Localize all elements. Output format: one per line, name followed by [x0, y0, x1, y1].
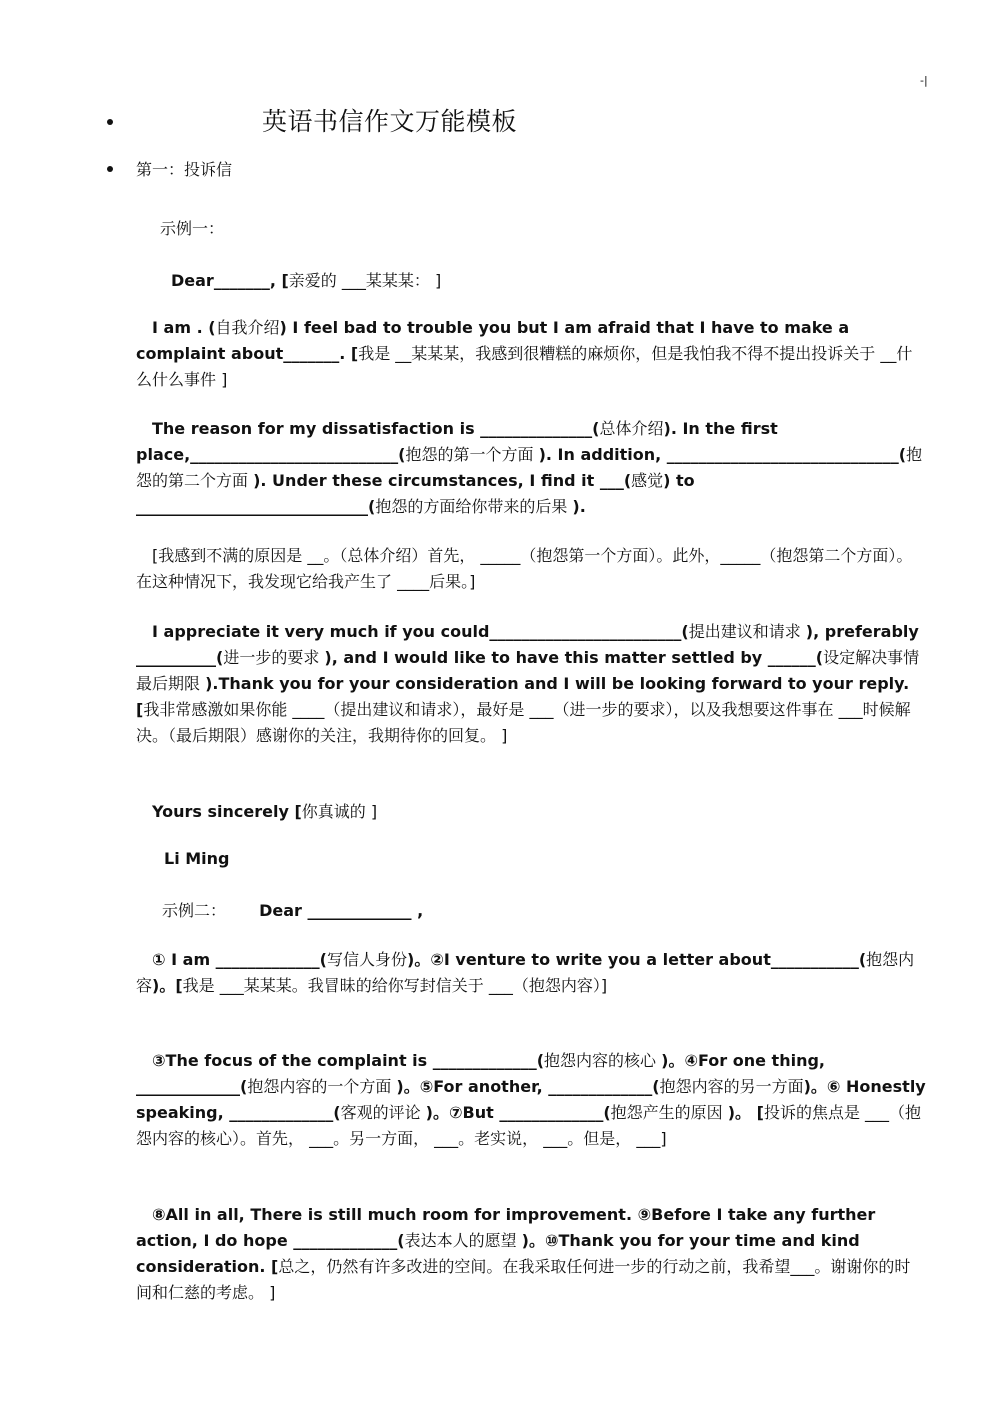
text-en: ), and I would like to have this matter settled by ______(	[324, 648, 824, 667]
text-en: I am . (	[152, 318, 216, 337]
text-en: )。⑥ Honestly speaking, _____________(	[136, 1077, 926, 1122]
text-en: ). In addition, _____________________________(	[538, 445, 907, 464]
text-cn: 总之，仍然有许多改进的空间。在我采取任何进一步的行动之前，我希望___。谢谢你的时间和仁慈的考虑。 ]	[136, 1257, 911, 1302]
example2-header	[162, 898, 423, 921]
text-en: )。[	[152, 976, 183, 995]
bullet-dot	[107, 119, 113, 125]
text-cn: [我感到不满的原因是 __。（总体介绍）首先， _____（抱怨第一个方面）。此外，_____（抱怨第二个方面）。在这种情况下，我发现它给我产生了 ____后果。]	[136, 546, 913, 591]
example1-paragraph-4	[136, 619, 926, 749]
example1-salutation	[171, 268, 441, 291]
text-cn: 表达本人的愿望	[404, 1231, 522, 1250]
example1-paragraph-3	[136, 543, 926, 595]
text-cn: 抱怨内容的一个方面	[247, 1077, 397, 1096]
text-cn: 抱怨的第一个方面	[405, 445, 539, 464]
text-en: )。⑦But _____________(	[425, 1103, 611, 1122]
text-cn: 我非常感激如果你能 ____（提出建议和请求），最好是 ___（进一步的要求），以及我想要这件事在 ___时候解决。（最后期限）感谢你的关注，我期待你的回复。 ]	[136, 700, 911, 745]
text-en: )。④For one thing, _____________(	[136, 1051, 825, 1096]
salutation-cn: 亲爱的 ___某某某： ]	[288, 271, 442, 290]
text-en: ① I am _____________(	[152, 950, 327, 969]
salutation-en: Dear_______, [	[171, 271, 289, 290]
text-en: ⑧All in all, There is still much room for improvement. ⑨Before I take any further action, I do hope _____________(	[136, 1205, 876, 1250]
text-en: )。⑩Thank you for your time and kind consideration. [	[136, 1231, 860, 1276]
text-cn: 抱怨内容	[136, 950, 915, 995]
text-cn: 设定解决事情最后期限	[136, 648, 920, 693]
example2-paragraph-2	[136, 1048, 926, 1152]
text-en: )。 [	[727, 1103, 764, 1122]
section-heading: 第一：投诉信	[136, 160, 233, 179]
example2-paragraph-1	[136, 947, 926, 999]
text-cn: 抱怨的方面给你带来的后果	[375, 497, 573, 516]
text-cn: 我是 ___某某某。我冒昧的给你写封信关于 ___（抱怨内容）]	[182, 976, 608, 995]
text-cn: 抱怨的第二个方面	[136, 445, 923, 490]
example2-label: 示例二：	[162, 901, 227, 920]
example2-paragraph-3	[136, 1202, 926, 1306]
text-cn: 进一步的要求	[223, 648, 325, 667]
text-cn: 感觉	[631, 471, 664, 490]
text-cn: 写信人身份	[327, 950, 408, 969]
text-en: ) to _____________________________(	[136, 471, 695, 516]
closing-en: Yours sincerely [	[152, 802, 302, 821]
page-mark: -|	[920, 74, 928, 87]
closing-cn: 你真诚的 ]	[301, 802, 378, 821]
text-cn: 提出建议和请求	[688, 622, 806, 641]
bullet-dot	[107, 166, 113, 172]
text-en: ) I feel bad to trouble you but I am afraid that I have to make a complaint about_______. [	[136, 318, 850, 363]
signature: Li Ming	[164, 849, 230, 868]
text-en: ③The focus of the complaint is _____________(	[152, 1051, 545, 1070]
text-cn: 抱怨内容的另一方面	[659, 1077, 804, 1096]
text-cn: 自我介绍	[215, 318, 280, 337]
text-en: ). In the first place,__________________________(	[136, 419, 778, 464]
example2-salutation: Dear _____________ ,	[259, 901, 424, 920]
text-cn: 投诉的焦点是 ___（抱怨内容的核心）。首先， ___。另一方面， ___。老实说， ___。但是， ___]	[136, 1103, 922, 1148]
text-en: )。⑤For another, _____________(	[396, 1077, 660, 1096]
text-cn: 我是 __某某某，我感到很糟糕的麻烦你，但是我怕我不得不提出投诉关于 __什么什么事件 ]	[136, 344, 913, 389]
page-title: 英语书信作文万能模板	[262, 107, 518, 136]
text-en: ).	[572, 497, 586, 516]
text-en: )。②I venture to write you a letter about___________(	[407, 950, 867, 969]
text-en: The reason for my dissatisfaction is ______________(	[152, 419, 600, 438]
text-en: ).Thank you for your consideration and I will be looking forward to your reply. [	[136, 674, 910, 719]
example1-label: 示例一：	[160, 219, 225, 238]
text-cn: 抱怨内容的核心	[544, 1051, 662, 1070]
text-en: ), preferably __________(	[136, 622, 919, 667]
example1-paragraph-1	[136, 315, 926, 393]
example1-paragraph-2	[136, 416, 926, 520]
text-cn: 总体介绍	[599, 419, 664, 438]
text-en: I appreciate it very much if you could________________________(	[152, 622, 689, 641]
text-cn: 客观的评论	[340, 1103, 426, 1122]
text-en: ). Under these circumstances, I find it ___(	[253, 471, 632, 490]
closing	[152, 799, 377, 822]
text-cn: 抱怨产生的原因	[610, 1103, 728, 1122]
